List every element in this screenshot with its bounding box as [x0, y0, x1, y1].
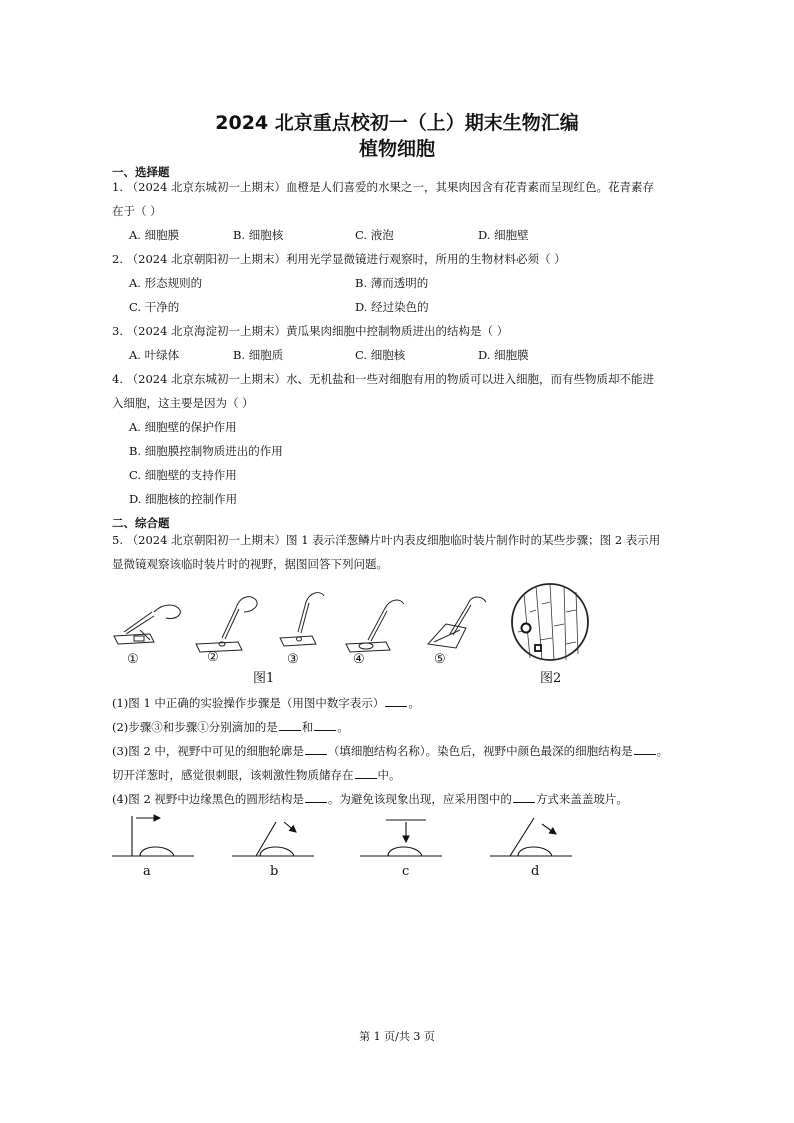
- q3-stem: 3. （2024 北京海淀初一上期末）黄瓜果肉细胞中控制物质进出的结构是（ ）: [112, 324, 509, 338]
- figure2-microscope-field: [510, 582, 590, 662]
- q2-option-c: C. 干净的: [129, 300, 180, 314]
- q1-option-a: A. 细胞膜: [129, 228, 180, 242]
- step-1-label: ①: [127, 652, 139, 667]
- method-c-label: c: [402, 864, 410, 879]
- method-b-label: b: [270, 864, 279, 879]
- q5-sub2-text: (2)步骤③和步骤①分别滴加的是: [112, 720, 278, 734]
- q5-sub2: [112, 718, 349, 735]
- q5-sub3-text: (3)图 2 中，视野中可见的细胞轮廓是: [112, 744, 304, 758]
- q5-sub4-end: 方式来盖盖玻片。: [535, 792, 628, 806]
- cover-slip-methods-diagram: [110, 812, 580, 862]
- q4-option-d: D. 细胞核的控制作用: [129, 492, 238, 506]
- q5-sub4: [112, 790, 628, 807]
- q5-sub1-end: 。: [408, 696, 420, 710]
- q1-option-b: B. 细胞核: [233, 228, 284, 242]
- q5-sub2-and: 和: [301, 720, 314, 734]
- page-subtitle: 植物细胞: [358, 138, 435, 160]
- q3-option-c: C. 细胞核: [355, 348, 406, 362]
- q2-option-b: B. 薄而透明的: [355, 276, 429, 290]
- q2-option-a: A. 形态规则的: [129, 276, 203, 290]
- page-title: 2024 北京重点校初一（上）期末生物汇编: [215, 112, 579, 134]
- q4-option-c: C. 细胞壁的支持作用: [129, 468, 237, 482]
- method-a-label: a: [143, 864, 151, 879]
- step-3-label: ③: [287, 652, 299, 667]
- step-4-label: ④: [353, 652, 365, 667]
- q1-option-d: D. 细胞壁: [478, 228, 529, 242]
- section-comprehensive-heading: 二、综合题: [112, 516, 170, 530]
- figure1-caption: 图1: [253, 671, 275, 686]
- q3-option-a: A. 叶绿体: [129, 348, 180, 362]
- answer-blank[interactable]: [355, 766, 377, 779]
- page-footer: 第 1 页/共 3 页: [359, 1030, 435, 1043]
- q5-stem-line1: 5. （2024 北京朝阳初一上期末）图 1 表示洋葱鳞片叶内表皮细胞临时装片制作时的某些步骤；图 2 表示用: [112, 533, 661, 547]
- answer-blank[interactable]: [314, 718, 336, 731]
- answer-blank[interactable]: [385, 694, 407, 707]
- q4-option-a: A. 细胞壁的保护作用: [129, 420, 237, 434]
- q5-sub4-mid: 。为避免该现象出现，应采用图中的: [327, 792, 512, 806]
- figure1-illustration: [110, 588, 510, 668]
- answer-blank[interactable]: [305, 790, 327, 803]
- method-d-label: d: [531, 864, 540, 879]
- q5-sub1-text: (1)图 1 中正确的实验操作步骤是（用图中数字表示）: [112, 696, 385, 710]
- q5-sub3-end2: 中。: [377, 768, 401, 782]
- q3-option-d: D. 细胞膜: [478, 348, 529, 362]
- q5-sub1: [112, 694, 420, 711]
- q1-option-c: C. 液泡: [355, 228, 394, 242]
- q5-sub3-mid: （填细胞结构名称）。染色后，视野中颜色最深的细胞结构是: [327, 744, 633, 758]
- answer-blank[interactable]: [634, 742, 656, 755]
- step-5-label: ⑤: [434, 652, 446, 667]
- q3-option-b: B. 细胞质: [233, 348, 284, 362]
- q5-sub3-line1: [112, 742, 668, 759]
- answer-blank[interactable]: [305, 742, 327, 755]
- answer-blank[interactable]: [279, 718, 301, 731]
- q5-sub3-text2: 切开洋葱时，感觉很刺眼，该刺激性物质储存在: [112, 768, 354, 782]
- q5-sub2-end: 。: [337, 720, 349, 734]
- q5-stem-line2: 显微镜观察该临时装片时的视野，据图回答下列问题。: [112, 557, 388, 571]
- q2-stem: 2. （2024 北京朝阳初一上期末）利用光学显微镜进行观察时，所用的生物材料必须（ ）: [112, 252, 566, 266]
- q4-option-b: B. 细胞膜控制物质进出的作用: [129, 444, 283, 458]
- q5-sub3-end: 。: [656, 744, 669, 758]
- step-2-label: ②: [207, 650, 219, 665]
- q1-stem-line2: 在于（ ）: [112, 204, 162, 218]
- figure2-caption: 图2: [540, 671, 562, 686]
- q4-stem-line1: 4. （2024 北京东城初一上期末）水、无机盐和一些对细胞有用的物质可以进入细胞，而有些物质却不能进: [112, 372, 655, 386]
- q5-sub4-text: (4)图 2 视野中边缘黑色的圆形结构是: [112, 792, 304, 806]
- q4-stem-line2: 入细胞，这主要是因为（ ）: [112, 396, 254, 410]
- answer-blank[interactable]: [513, 790, 535, 803]
- q5-sub3-line2: [112, 766, 401, 783]
- q2-option-d: D. 经过染色的: [355, 300, 429, 314]
- q1-stem-line1: 1. （2024 北京东城初一上期末）血橙是人们喜爱的水果之一，其果肉因含有花青素而呈现红色。花青素存: [112, 180, 655, 194]
- section-choice-heading: 一、选择题: [112, 165, 170, 179]
